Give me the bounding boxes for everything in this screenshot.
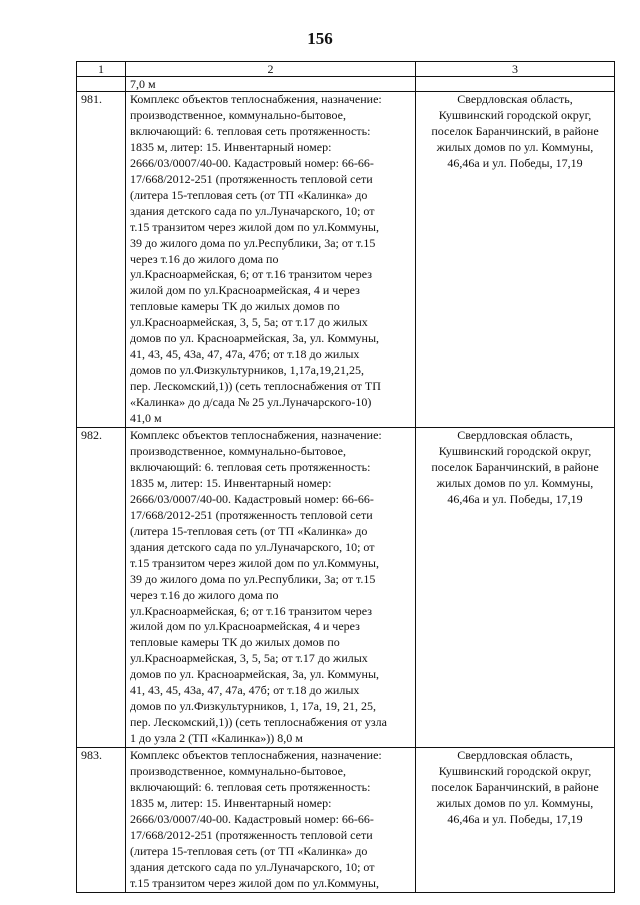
object-address [416, 92, 615, 428]
description-line: (литера 15-тепловая сеть (от ТП «Калинка» до [130, 843, 368, 858]
address-line: поселок Баранчинский, в районе [431, 459, 599, 474]
continuation-text: 7,0 м [126, 77, 416, 92]
description-line: домов по ул.Физкультурников, 1,17а,19,21,25, [130, 363, 364, 378]
address-line: 46,46а и ул. Победы, 17,19 [447, 491, 583, 506]
description-line: т.15 транзитом через жилой дом по ул.Коммуны, [130, 555, 379, 570]
description-line: тепловые камеры ТК до жилых домов по [130, 635, 340, 650]
description-line: производственное, коммунально-бытовое, [130, 107, 346, 122]
row-number: 983. [77, 748, 126, 893]
description-line: (литера 15-тепловая сеть (от ТП «Калинка» до [130, 523, 368, 538]
page-number: 156 [307, 29, 333, 48]
address-line: Кушвинский городской округ, [438, 764, 592, 779]
description-line: включающий: 6. тепловая сеть протяженность: [130, 123, 371, 138]
object-description [126, 428, 416, 748]
table-body [77, 92, 615, 893]
address-line: Кушвинский городской округ, [438, 443, 592, 458]
description-line: 39 до жилого дома по ул.Республики, 3а; от т.15 [130, 235, 376, 250]
description-line: ул.Красноармейская, 3, 5, 5а; от т.17 до жилых [130, 651, 368, 666]
description-line: Комплекс объектов теплоснабжения, назначение: [130, 428, 382, 443]
object-description [126, 92, 416, 428]
continuation-number-cell [77, 77, 126, 92]
address-line: поселок Баранчинский, в районе [431, 123, 599, 138]
continuation-address-cell [416, 77, 615, 92]
description-line: пер. Лескомский,1)) (сеть теплоснабжения от узла [130, 715, 387, 730]
description-line: через т.16 до жилого дома по [130, 587, 279, 602]
description-line: 2666/03/0007/40-00. Кадастровый номер: 66-66- [130, 811, 374, 826]
description-line: 41, 43, 45, 43а, 47, 47а, 47б; от т.18 до жилых [130, 683, 360, 698]
table-row [77, 748, 615, 893]
address-line: 46,46а и ул. Победы, 17,19 [447, 811, 583, 826]
description-line: 39 до жилого дома по ул.Республики, 3а; от т.15 [130, 571, 376, 586]
description-line: ул.Красноармейская, 3, 5, 5а; от т.17 до жилых [130, 315, 368, 330]
description-line: 17/668/2012-251 (протяженность тепловой сети [130, 507, 373, 522]
description-line: пер. Лескомский,1)) (сеть теплоснабжения от ТП [130, 379, 381, 394]
description-line: 41, 43, 45, 43а, 47, 47а, 47б; от т.18 до жилых [130, 347, 360, 362]
object-address [416, 428, 615, 748]
description-line: через т.16 до жилого дома по [130, 251, 279, 266]
object-description [126, 748, 416, 893]
row-number: 982. [77, 428, 126, 748]
description-line: (литера 15-тепловая сеть (от ТП «Калинка» до [130, 187, 368, 202]
description-line: 1835 м, литер: 15. Инвентарный номер: [130, 795, 332, 810]
table-row [77, 428, 615, 748]
description-line: 2666/03/0007/40-00. Кадастровый номер: 66-66- [130, 491, 374, 506]
description-line: включающий: 6. тепловая сеть протяженность: [130, 459, 371, 474]
address-line: жилых домов по ул. Коммуны, [436, 139, 594, 154]
description-line: 2666/03/0007/40-00. Кадастровый номер: 66-66- [130, 155, 374, 170]
description-line: 17/668/2012-251 (протяженность тепловой сети [130, 827, 373, 842]
description-line: здания детского сада по ул.Луначарского, 10; от [130, 203, 375, 218]
description-line: домов по ул.Физкультурников, 1, 17а, 19, 21, 25, [130, 699, 376, 714]
continuation-row [77, 77, 615, 92]
description-line: 17/668/2012-251 (протяженность тепловой сети [130, 171, 373, 186]
property-table [76, 61, 615, 893]
description-line: жилой дом по ул.Красноармейская, 4 и через [130, 619, 360, 634]
description-line: ул.Красноармейская, 6; от т.16 транзитом через [130, 603, 372, 618]
address-line: Кушвинский городской округ, [438, 107, 592, 122]
description-line: здания детского сада по ул.Луначарского, 10; от [130, 539, 375, 554]
description-line: тепловые камеры ТК до жилых домов по [130, 299, 340, 314]
description-line: т.15 транзитом через жилой дом по ул.Коммуны, [130, 875, 379, 890]
address-line: Свердловская область, [457, 748, 573, 763]
address-line: жилых домов по ул. Коммуны, [436, 475, 594, 490]
address-line: поселок Баранчинский, в районе [431, 779, 599, 794]
description-line: включающий: 6. тепловая сеть протяженность: [130, 779, 371, 794]
row-number: 981. [77, 92, 126, 428]
description-line: «Калинка» до д/сада № 25 ул.Луначарского-10) [130, 395, 372, 410]
description-line: домов по ул. Красноармейская, 3а, ул. Коммуны, [130, 667, 380, 682]
description-line: 1835 м, литер: 15. Инвентарный номер: [130, 475, 332, 490]
description-line: т.15 транзитом через жилой дом по ул.Коммуны, [130, 219, 379, 234]
address-line: жилых домов по ул. Коммуны, [436, 795, 594, 810]
description-line: ул.Красноармейская, 6; от т.16 транзитом через [130, 267, 372, 282]
description-line: здания детского сада по ул.Луначарского, 10; от [130, 859, 375, 874]
column-header-1: 1 [77, 62, 126, 77]
address-line: Свердловская область, [457, 92, 573, 106]
table-row [77, 92, 615, 428]
description-line: Комплекс объектов теплоснабжения, назначение: [130, 92, 382, 106]
object-address [416, 748, 615, 893]
description-line: домов по ул. Красноармейская, 3а, ул. Коммуны, [130, 331, 380, 346]
column-header-2: 2 [126, 62, 416, 77]
description-line: 1 до узла 2 (ТП «Калинка»)) 8,0 м [130, 731, 303, 746]
address-line: 46,46а и ул. Победы, 17,19 [447, 155, 583, 170]
description-line: 1835 м, литер: 15. Инвентарный номер: [130, 139, 332, 154]
description-line: производственное, коммунально-бытовое, [130, 443, 346, 458]
description-line: Комплекс объектов теплоснабжения, назначение: [130, 748, 382, 763]
description-line: производственное, коммунально-бытовое, [130, 764, 346, 779]
description-line: 41,0 м [130, 411, 162, 426]
table-header-row [77, 62, 615, 77]
column-header-3: 3 [416, 62, 615, 77]
address-line: Свердловская область, [457, 428, 573, 443]
description-line: жилой дом по ул.Красноармейская, 4 и через [130, 283, 360, 298]
